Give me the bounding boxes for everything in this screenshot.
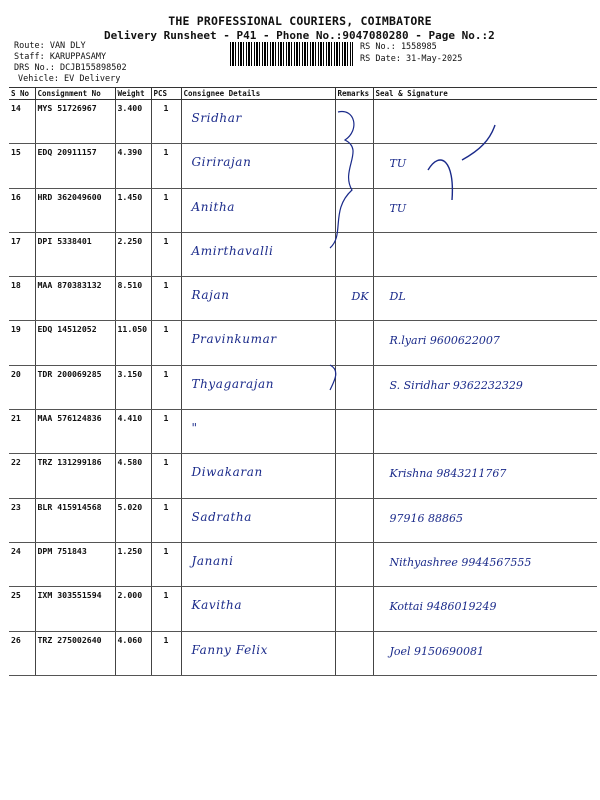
row-consignee-handwriting: Thyagarajan (191, 376, 275, 391)
row-signature-handwriting: 97916 88865 (389, 511, 463, 525)
row-remarks-handwriting: DK (351, 290, 369, 304)
row-weight: 4.580 (115, 454, 151, 498)
row-weight: 1.250 (115, 542, 151, 586)
row-weight: 1.450 (115, 188, 151, 232)
row-sno: 24 (9, 542, 35, 586)
row-consignee-handwriting: Kavitha (191, 598, 243, 613)
row-pcs: 1 (151, 144, 181, 188)
row-pcs: 1 (151, 454, 181, 498)
row-sno: 22 (9, 454, 35, 498)
row-pcs: 1 (151, 232, 181, 276)
row-pcs: 1 (151, 498, 181, 542)
row-weight: 2.000 (115, 587, 151, 631)
row-consignee-handwriting: Janani (191, 553, 234, 568)
row-consignment-no: MAA 576124836 (35, 410, 115, 454)
rs-number: RS No.: 1558985 (360, 42, 437, 52)
row-pcs: 1 (151, 365, 181, 409)
row-signature-handwriting: Kottai 9486019249 (389, 600, 497, 614)
col-header-consignee: Consignee Details (181, 88, 335, 100)
row-consignee-handwriting: Sridhar (191, 111, 242, 125)
row-consignment-no: BLR 415914568 (35, 498, 115, 542)
rs-date: RS Date: 31-May-2025 (360, 54, 463, 64)
row-signature-handwriting: TU (389, 157, 407, 171)
row-sno: 25 (9, 587, 35, 631)
row-signature-handwriting: Krishna 9843211767 (389, 467, 507, 481)
col-header-consignment: Consignment No (35, 88, 115, 100)
row-weight: 11.050 (115, 321, 151, 365)
col-header-sno: S No (9, 88, 35, 100)
row-consignment-no: EDQ 14512052 (35, 321, 115, 365)
row-consignee-handwriting: Pravinkumar (191, 332, 277, 347)
row-pcs: 1 (151, 587, 181, 631)
row-pcs: 1 (151, 277, 181, 321)
staff-label: Staff: KARUPPASAMY (14, 52, 107, 62)
row-sno: 26 (9, 631, 35, 675)
row-weight: 5.020 (115, 498, 151, 542)
col-header-remarks: Remarks (335, 88, 373, 100)
row-weight: 2.250 (115, 232, 151, 276)
row-consignee-handwriting: Sadratha (191, 509, 252, 524)
row-pcs: 1 (151, 321, 181, 365)
row-sno: 23 (9, 498, 35, 542)
col-header-seal-signature: Seal & Signature (373, 88, 597, 100)
row-consignment-no: HRD 362049600 (35, 188, 115, 232)
row-weight: 8.510 (115, 277, 151, 321)
row-weight: 4.410 (115, 410, 151, 454)
drs-number: DRS No.: DCJB155898502 (14, 63, 127, 73)
row-consignment-no: TRZ 131299186 (35, 454, 115, 498)
row-consignee-handwriting: Amirthavalli (191, 243, 274, 258)
row-consignee-handwriting: Girirajan (191, 155, 252, 170)
row-signature-handwriting: Nithyashree 9944567555 (389, 555, 532, 569)
row-signature-handwriting: R.lyari 9600622007 (389, 334, 500, 348)
row-consignment-no: DPI 5338401 (35, 232, 115, 276)
document-title: THE PROFESSIONAL COURIERS, COIMBATORE (168, 14, 432, 28)
row-consignment-no: TRZ 275002640 (35, 631, 115, 675)
row-weight: 3.400 (115, 100, 151, 144)
row-pcs: 1 (151, 631, 181, 675)
row-consignee-handwriting: Fanny Felix (191, 642, 269, 657)
row-signature-handwriting: DL (389, 290, 406, 304)
row-sno: 14 (9, 100, 35, 144)
row-signature-handwriting: TU (389, 201, 407, 215)
row-sno: 16 (9, 188, 35, 232)
row-signature-handwriting: Joel 9150690081 (389, 644, 485, 658)
row-consignee-handwriting: Anitha (191, 199, 236, 214)
row-sno: 20 (9, 365, 35, 409)
row-sno: 17 (9, 232, 35, 276)
row-sno: 18 (9, 277, 35, 321)
row-pcs: 1 (151, 410, 181, 454)
row-consignee-handwriting: Diwakaran (191, 465, 263, 480)
row-weight: 4.390 (115, 144, 151, 188)
row-signature-handwriting: S. Siridhar 9362232329 (389, 378, 523, 392)
route-label: Route: VAN DLY (14, 41, 86, 51)
row-consignment-no: MAA 870383132 (35, 277, 115, 321)
row-consignment-no: IXM 303551594 (35, 587, 115, 631)
row-pcs: 1 (151, 188, 181, 232)
row-consignment-no: TDR 200069285 (35, 365, 115, 409)
col-header-weight: Weight (115, 88, 151, 100)
col-header-pcs: PCS (151, 88, 181, 100)
runsheet-subtitle: Delivery Runsheet - P41 - Phone No.:9047080280 - Page No.:2 (104, 29, 495, 42)
vehicle-label: Vehicle: EV Delivery (18, 74, 121, 84)
row-pcs: 1 (151, 100, 181, 144)
row-weight: 4.060 (115, 631, 151, 675)
row-weight: 3.150 (115, 365, 151, 409)
row-consignee-handwriting: Rajan (191, 288, 230, 303)
row-consignee-handwriting: " (191, 421, 198, 436)
row-consignment-no: DPM 751843 (35, 542, 115, 586)
row-consignment-no: EDQ 20911157 (35, 144, 115, 188)
row-consignment-no: MYS 51726967 (35, 100, 115, 144)
row-pcs: 1 (151, 542, 181, 586)
row-sno: 21 (9, 410, 35, 454)
row-sno: 15 (9, 144, 35, 188)
row-sno: 19 (9, 321, 35, 365)
